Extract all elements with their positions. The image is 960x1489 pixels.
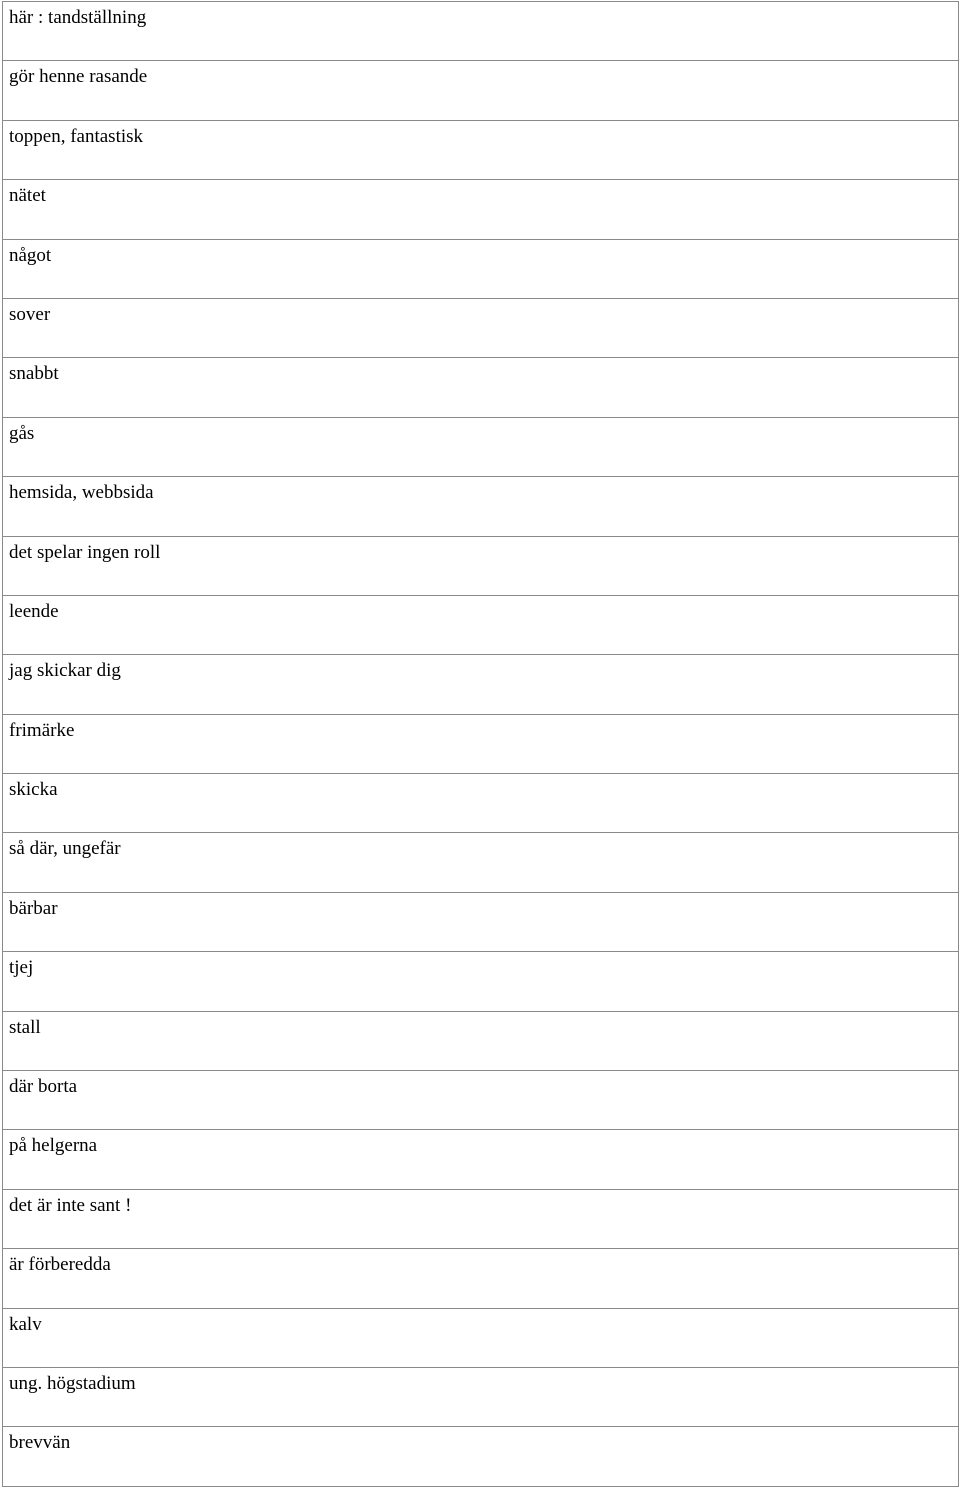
table-row <box>3 1130 958 1189</box>
table-row <box>3 1368 958 1427</box>
row-text: bärbar <box>9 897 58 919</box>
row-text: leende <box>9 600 59 622</box>
vocabulary-table <box>2 1 959 1487</box>
table-row <box>3 2 958 61</box>
table-row <box>3 180 958 239</box>
table-row <box>3 240 958 299</box>
table-row <box>3 537 958 596</box>
table-row <box>3 655 958 714</box>
row-text: frimärke <box>9 719 75 741</box>
row-text: sover <box>9 303 51 325</box>
table-row <box>3 893 958 952</box>
table-row <box>3 61 958 120</box>
table-row <box>3 299 958 358</box>
row-text: stall <box>9 1016 41 1038</box>
table-row <box>3 774 958 833</box>
row-text: gör henne rasande <box>9 66 148 88</box>
row-text: där borta <box>9 1076 78 1098</box>
table-row <box>3 477 958 536</box>
row-text: kalv <box>9 1313 42 1335</box>
row-text: skicka <box>9 779 58 801</box>
row-text: nätet <box>9 185 46 207</box>
table-row <box>3 1012 958 1071</box>
row-text: tjej <box>9 957 34 979</box>
row-text: ung. högstadium <box>9 1372 136 1394</box>
row-text: brevvän <box>9 1432 71 1454</box>
row-text: det är inte sant ! <box>9 1194 132 1216</box>
row-text: jag skickar dig <box>9 660 121 682</box>
table-row <box>3 1427 958 1486</box>
table-row <box>3 1071 958 1130</box>
row-text: något <box>9 244 52 266</box>
table-row <box>3 833 958 892</box>
table-row <box>3 596 958 655</box>
row-text: det spelar ingen roll <box>9 541 161 563</box>
row-text: hemsida, webbsida <box>9 482 154 504</box>
row-text: är förberedda <box>9 1254 111 1276</box>
table-row <box>3 1249 958 1308</box>
table-row <box>3 715 958 774</box>
table-row <box>3 358 958 417</box>
row-text: här : tandställning <box>9 7 147 28</box>
row-text: så där, ungefär <box>9 838 121 860</box>
row-text: gås <box>9 422 35 444</box>
table-row <box>3 121 958 180</box>
table-row <box>3 1190 958 1249</box>
row-text: toppen, fantastisk <box>9 125 144 147</box>
table-row <box>3 952 958 1011</box>
table-row <box>3 418 958 477</box>
table-row <box>3 1309 958 1368</box>
row-text: på helgerna <box>9 1135 98 1157</box>
row-text: snabbt <box>9 363 59 385</box>
